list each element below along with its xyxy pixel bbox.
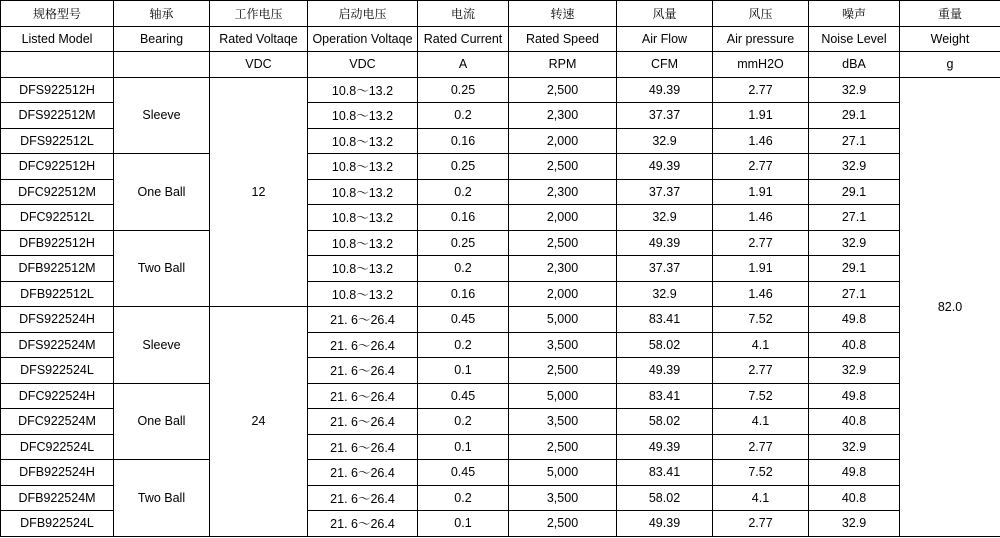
header-en-model: Listed Model	[1, 26, 114, 52]
model-cell: DFC922524L	[1, 434, 114, 460]
air-flow-cell: 49.39	[617, 230, 713, 256]
current-cell: 0.25	[418, 77, 509, 103]
header-cn-current: 电流	[418, 1, 509, 27]
operation-voltage-cell: 10.8～13.2	[308, 103, 418, 129]
speed-cell: 2,000	[509, 205, 617, 231]
current-cell: 0.16	[418, 128, 509, 154]
model-cell: DFS922524M	[1, 332, 114, 358]
rated-voltage-cell: 12	[210, 77, 308, 307]
header-cn-row	[1, 1, 1000, 27]
noise-cell: 27.1	[809, 128, 900, 154]
bearing-cell: Sleeve	[114, 307, 210, 384]
unit-current: A	[418, 52, 509, 78]
table-row	[1, 460, 1000, 486]
air-pressure-cell: 4.1	[713, 332, 809, 358]
speed-cell: 3,500	[509, 485, 617, 511]
unit-weight: g	[900, 52, 1000, 78]
header-cn-model: 规格型号	[1, 1, 114, 27]
air-flow-cell: 58.02	[617, 485, 713, 511]
weight-cell: 82.0	[900, 77, 1000, 536]
speed-cell: 2,000	[509, 281, 617, 307]
header-en-bearing: Bearing	[114, 26, 210, 52]
unit-bearing	[114, 52, 210, 78]
header-cn-air-flow: 风量	[617, 1, 713, 27]
noise-cell: 32.9	[809, 77, 900, 103]
operation-voltage-cell: 10.8～13.2	[308, 205, 418, 231]
header-en-rated-voltage: Rated Voltaqe	[210, 26, 308, 52]
operation-voltage-cell: 21. 6～26.4	[308, 307, 418, 333]
current-cell: 0.2	[418, 103, 509, 129]
speed-cell: 2,500	[509, 434, 617, 460]
speed-cell: 5,000	[509, 460, 617, 486]
header-en-speed: Rated Speed	[509, 26, 617, 52]
air-pressure-cell: 2.77	[713, 511, 809, 537]
current-cell: 0.16	[418, 205, 509, 231]
air-flow-cell: 37.37	[617, 256, 713, 282]
model-cell: DFC922524M	[1, 409, 114, 435]
model-cell: DFC922524H	[1, 383, 114, 409]
current-cell: 0.1	[418, 434, 509, 460]
noise-cell: 29.1	[809, 179, 900, 205]
noise-cell: 29.1	[809, 103, 900, 129]
operation-voltage-cell: 21. 6～26.4	[308, 409, 418, 435]
unit-noise: dBA	[809, 52, 900, 78]
bearing-cell: Sleeve	[114, 77, 210, 154]
noise-cell: 40.8	[809, 409, 900, 435]
air-flow-cell: 83.41	[617, 460, 713, 486]
bearing-cell: One Ball	[114, 383, 210, 460]
air-flow-cell: 49.39	[617, 358, 713, 384]
operation-voltage-cell: 21. 6～26.4	[308, 358, 418, 384]
speed-cell: 2,300	[509, 256, 617, 282]
header-en-current: Rated Current	[418, 26, 509, 52]
noise-cell: 32.9	[809, 511, 900, 537]
header-en-air-flow: Air Flow	[617, 26, 713, 52]
operation-voltage-cell: 10.8～13.2	[308, 230, 418, 256]
speed-cell: 2,500	[509, 154, 617, 180]
model-cell: DFB922512H	[1, 230, 114, 256]
model-cell: DFS922524L	[1, 358, 114, 384]
speed-cell: 2,300	[509, 179, 617, 205]
air-pressure-cell: 1.91	[713, 103, 809, 129]
table-row	[1, 383, 1000, 409]
unit-speed: RPM	[509, 52, 617, 78]
header-cn-air-pressure: 风压	[713, 1, 809, 27]
current-cell: 0.2	[418, 179, 509, 205]
table-row	[1, 307, 1000, 333]
model-cell: DFS922524H	[1, 307, 114, 333]
current-cell: 0.2	[418, 485, 509, 511]
header-cn-weight: 重量	[900, 1, 1000, 27]
current-cell: 0.16	[418, 281, 509, 307]
operation-voltage-cell: 10.8～13.2	[308, 77, 418, 103]
noise-cell: 49.8	[809, 383, 900, 409]
speed-cell: 2,300	[509, 103, 617, 129]
noise-cell: 27.1	[809, 205, 900, 231]
operation-voltage-cell: 21. 6～26.4	[308, 460, 418, 486]
air-flow-cell: 58.02	[617, 332, 713, 358]
unit-operation-voltage: VDC	[308, 52, 418, 78]
header-cn-rated-voltage: 工作电压	[210, 1, 308, 27]
operation-voltage-cell: 10.8～13.2	[308, 128, 418, 154]
noise-cell: 49.8	[809, 460, 900, 486]
header-en-air-pressure: Air pressure	[713, 26, 809, 52]
air-flow-cell: 49.39	[617, 434, 713, 460]
current-cell: 0.2	[418, 332, 509, 358]
speed-cell: 2,000	[509, 128, 617, 154]
air-pressure-cell: 1.91	[713, 179, 809, 205]
speed-cell: 3,500	[509, 409, 617, 435]
air-pressure-cell: 7.52	[713, 383, 809, 409]
noise-cell: 40.8	[809, 485, 900, 511]
model-cell: DFS922512H	[1, 77, 114, 103]
air-pressure-cell: 2.77	[713, 434, 809, 460]
air-flow-cell: 58.02	[617, 409, 713, 435]
model-cell: DFS922512L	[1, 128, 114, 154]
operation-voltage-cell: 21. 6～26.4	[308, 332, 418, 358]
model-cell: DFB922512L	[1, 281, 114, 307]
model-cell: DFC922512M	[1, 179, 114, 205]
model-cell: DFB922524L	[1, 511, 114, 537]
speed-cell: 2,500	[509, 511, 617, 537]
header-en-weight: Weight	[900, 26, 1000, 52]
operation-voltage-cell: 10.8～13.2	[308, 179, 418, 205]
current-cell: 0.2	[418, 256, 509, 282]
unit-model	[1, 52, 114, 78]
air-flow-cell: 37.37	[617, 103, 713, 129]
air-pressure-cell: 1.91	[713, 256, 809, 282]
air-pressure-cell: 1.46	[713, 128, 809, 154]
current-cell: 0.1	[418, 358, 509, 384]
rated-voltage-cell: 24	[210, 307, 308, 537]
bearing-cell: Two Ball	[114, 230, 210, 307]
air-pressure-cell: 2.77	[713, 77, 809, 103]
air-pressure-cell: 2.77	[713, 230, 809, 256]
table-row	[1, 154, 1000, 180]
air-pressure-cell: 2.77	[713, 358, 809, 384]
air-flow-cell: 49.39	[617, 154, 713, 180]
bearing-cell: One Ball	[114, 154, 210, 231]
air-flow-cell: 32.9	[617, 205, 713, 231]
header-cn-operation-voltage: 启动电压	[308, 1, 418, 27]
air-pressure-cell: 4.1	[713, 409, 809, 435]
model-cell: DFS922512M	[1, 103, 114, 129]
operation-voltage-cell: 10.8～13.2	[308, 154, 418, 180]
current-cell: 0.2	[418, 409, 509, 435]
table-row	[1, 230, 1000, 256]
current-cell: 0.45	[418, 383, 509, 409]
speed-cell: 5,000	[509, 383, 617, 409]
speed-cell: 2,500	[509, 77, 617, 103]
spec-table-body	[1, 1, 1000, 537]
air-flow-cell: 83.41	[617, 307, 713, 333]
current-cell: 0.1	[418, 511, 509, 537]
unit-air-pressure: mmH2O	[713, 52, 809, 78]
table-row	[1, 77, 1000, 103]
operation-voltage-cell: 10.8～13.2	[308, 256, 418, 282]
speed-cell: 3,500	[509, 332, 617, 358]
air-flow-cell: 83.41	[617, 383, 713, 409]
units-row	[1, 52, 1000, 78]
operation-voltage-cell: 21. 6～26.4	[308, 434, 418, 460]
air-flow-cell: 49.39	[617, 511, 713, 537]
header-cn-noise: 噪声	[809, 1, 900, 27]
operation-voltage-cell: 21. 6～26.4	[308, 511, 418, 537]
header-en-noise: Noise Level	[809, 26, 900, 52]
air-pressure-cell: 1.46	[713, 281, 809, 307]
air-pressure-cell: 7.52	[713, 307, 809, 333]
operation-voltage-cell: 10.8～13.2	[308, 281, 418, 307]
unit-rated-voltage: VDC	[210, 52, 308, 78]
air-flow-cell: 32.9	[617, 281, 713, 307]
header-cn-bearing: 轴承	[114, 1, 210, 27]
noise-cell: 40.8	[809, 332, 900, 358]
model-cell: DFC922512H	[1, 154, 114, 180]
noise-cell: 32.9	[809, 358, 900, 384]
noise-cell: 32.9	[809, 154, 900, 180]
unit-air-flow: CFM	[617, 52, 713, 78]
air-pressure-cell: 7.52	[713, 460, 809, 486]
air-pressure-cell: 2.77	[713, 154, 809, 180]
noise-cell: 32.9	[809, 230, 900, 256]
air-flow-cell: 37.37	[617, 179, 713, 205]
operation-voltage-cell: 21. 6～26.4	[308, 485, 418, 511]
model-cell: DFB922524H	[1, 460, 114, 486]
header-en-row	[1, 26, 1000, 52]
speed-cell: 2,500	[509, 230, 617, 256]
operation-voltage-cell: 21. 6～26.4	[308, 383, 418, 409]
model-cell: DFB922524M	[1, 485, 114, 511]
air-pressure-cell: 1.46	[713, 205, 809, 231]
noise-cell: 29.1	[809, 256, 900, 282]
model-cell: DFB922512M	[1, 256, 114, 282]
header-cn-speed: 转速	[509, 1, 617, 27]
noise-cell: 49.8	[809, 307, 900, 333]
speed-cell: 5,000	[509, 307, 617, 333]
current-cell: 0.45	[418, 307, 509, 333]
air-pressure-cell: 4.1	[713, 485, 809, 511]
air-flow-cell: 32.9	[617, 128, 713, 154]
current-cell: 0.25	[418, 154, 509, 180]
speed-cell: 2,500	[509, 358, 617, 384]
air-flow-cell: 49.39	[617, 77, 713, 103]
current-cell: 0.25	[418, 230, 509, 256]
noise-cell: 32.9	[809, 434, 900, 460]
header-en-operation-voltage: Operation Voltaqe	[308, 26, 418, 52]
bearing-cell: Two Ball	[114, 460, 210, 537]
model-cell: DFC922512L	[1, 205, 114, 231]
noise-cell: 27.1	[809, 281, 900, 307]
current-cell: 0.45	[418, 460, 509, 486]
